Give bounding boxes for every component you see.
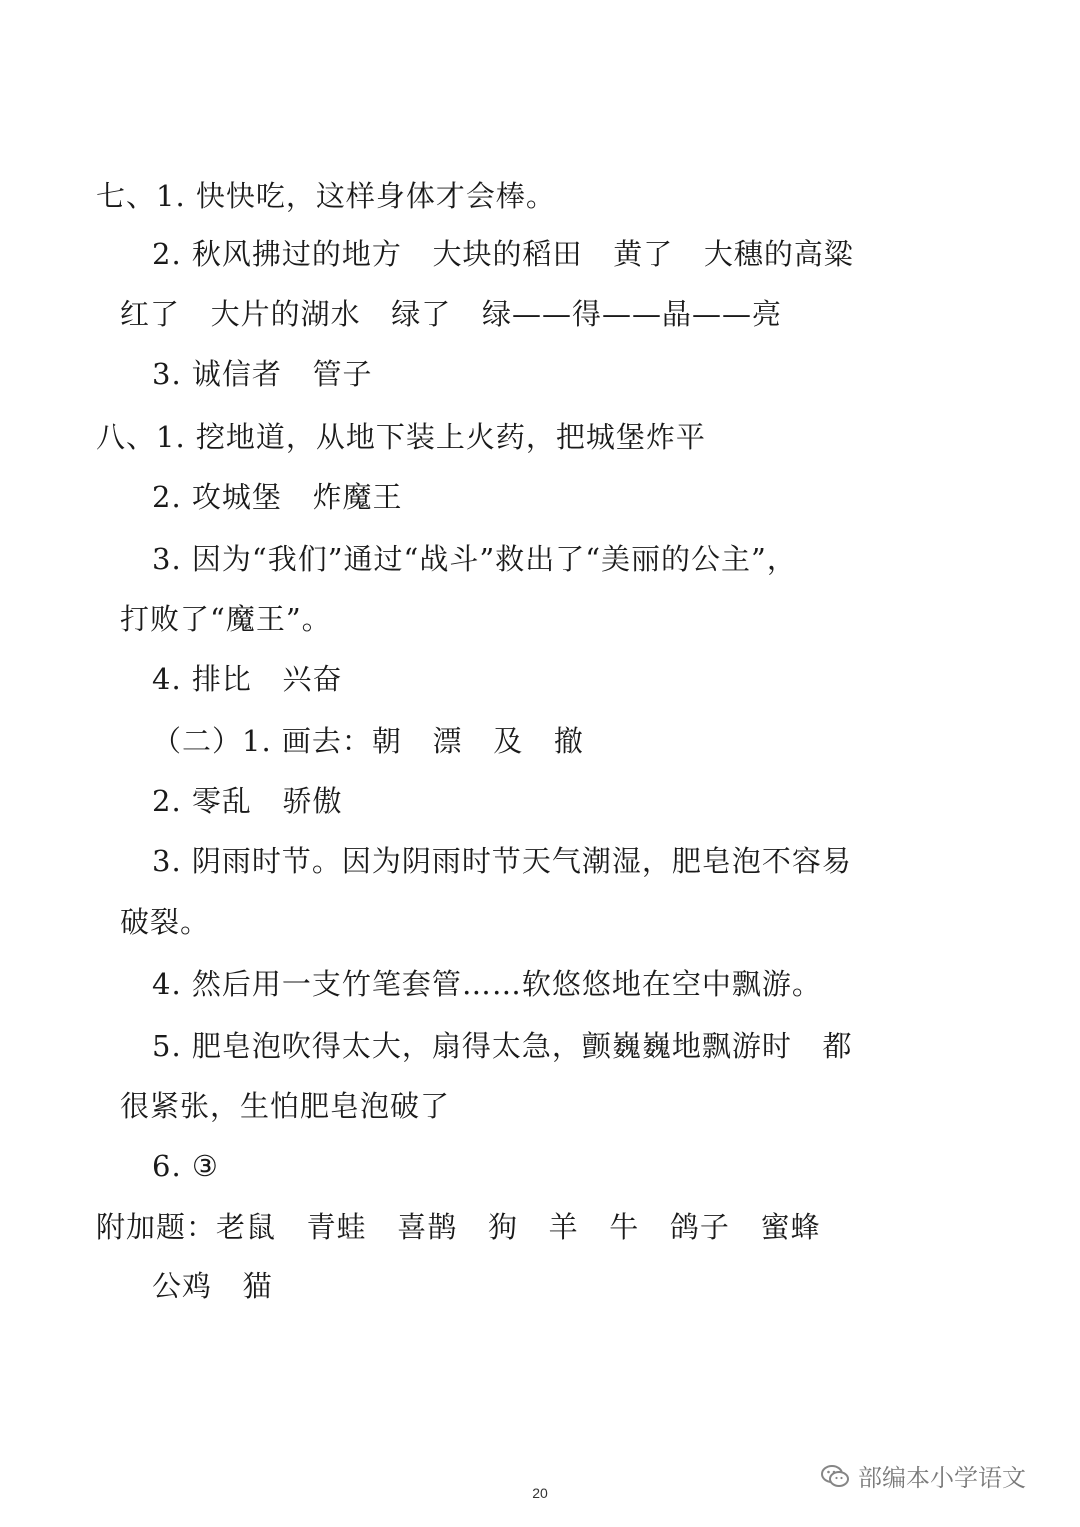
watermark	[820, 1458, 1026, 1493]
answer-line: 2. 零乱 骄傲	[152, 784, 343, 818]
answer-line: （二）1. 画去：朝 漂 及 撤	[152, 724, 584, 758]
answer-line: 附加题：老鼠 青蛙 喜鹊 狗 羊 牛 鸽子 蜜蜂	[96, 1210, 821, 1244]
answer-line: 2. 攻城堡 炸魔王	[152, 480, 403, 514]
answer-line: 3. 诚信者 管子	[152, 357, 373, 391]
answer-line: 八、1. 挖地道，从地下装上火药，把城堡炸平	[96, 420, 706, 454]
page-number: 20	[532, 1485, 548, 1501]
answer-line: 4. 排比 兴奋	[152, 662, 343, 696]
answer-line: 5. 肥皂泡吹得太大，扇得太急，颤巍巍地飘游时 都	[152, 1029, 853, 1063]
answer-line: 2. 秋风拂过的地方 大块的稻田 黄了 大穗的高粱	[152, 237, 854, 271]
answer-line: 3. 因为“我们”通过“战斗”救出了“美丽的公主”，	[152, 542, 797, 576]
answer-line: 很紧张，生怕肥皂泡破了	[120, 1089, 451, 1123]
answer-line: 4. 然后用一支竹笔套管……软悠悠地在空中飘游。	[152, 967, 822, 1001]
watermark-text: 部编本小学语文	[858, 1464, 1026, 1492]
answer-line: 破裂。	[120, 905, 211, 939]
answer-line: 打败了“魔王”。	[120, 602, 332, 636]
answer-line: 公鸡 猫	[152, 1269, 273, 1303]
wechat-icon	[820, 1463, 850, 1489]
answer-line: 3. 阴雨时节。因为阴雨时节天气潮湿，肥皂泡不容易	[152, 844, 852, 878]
answer-line: 6. ③	[152, 1149, 219, 1183]
answer-line: 七、1. 快快吃，这样身体才会棒。	[96, 179, 556, 213]
answer-line: 红了 大片的湖水 绿了 绿——得——晶——亮	[120, 297, 782, 331]
